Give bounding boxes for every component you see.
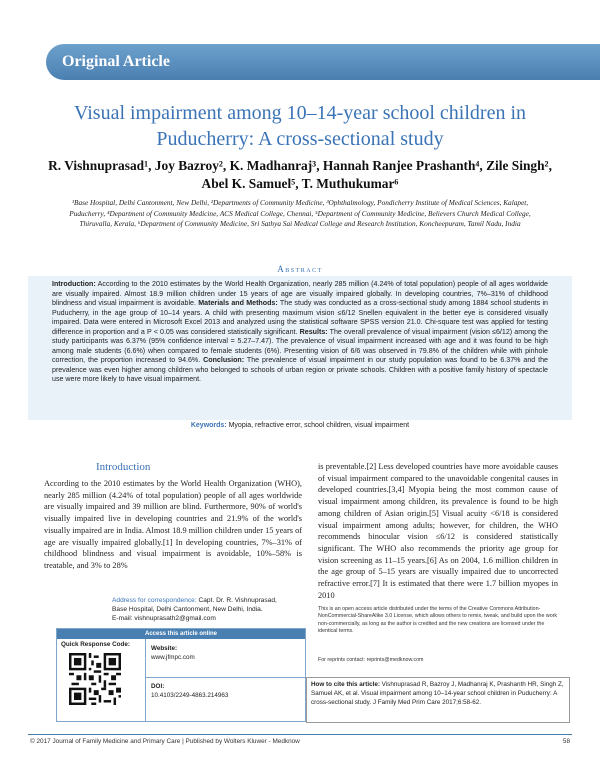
citation-box: [306, 677, 570, 723]
license-text: This is an open access article distributed under the terms of the Creative Commons Attribution-NonCommercial-ShareAlike 3.0 License, which allows others to remix, tweak, and build upon the work non-commercially, as long as the author is credited and the new creations are licensed under the identical terms.: [318, 606, 558, 635]
doi-block: [151, 682, 228, 700]
abstract-intro: According to the 2010 estimates by the World Health Organization, nearly 285 million (4.24% of total population) people of all ages worldwide are visually impaired. Almost 18.9 million children under 15 years of age are visually impaired globally. In developing countries, 7%–31% of childhood blindness and visual impairment is avoidable.: [52, 280, 548, 308]
keywords: [0, 422, 600, 429]
abstract-methods-label: Materials and Methods:: [198, 299, 278, 308]
citation-label: How to cite this article:: [311, 681, 380, 688]
keywords-text: Myopia, refractive error, school children, visual impairment: [226, 422, 410, 429]
abstract-text: [52, 280, 548, 385]
access-divider-horizontal: [145, 677, 305, 678]
introduction-right-column: is preventable.[2] Less developed countries have more avoidable causes of visual impairment compared to the unavoidable congenital causes in developed countries.[3,4] Myopia being the most common cause of visual impairment among children, its prevalence is found to be high among children of Asian origin.[5] Visual acuity <6/18 is considered visual impairment among adults; however, for children, the WHO recommends binocular vision ≤6/12 is considered statistically significant. The WHO also recommends the priority age group for vision screening as 11–15 years.[6] As on 2004, 1.6 million children in the age group of 5–15 years are visually impaired due to uncorrected refractive error.[7] It is estimated that there were 1.7 billion myopes in 2010: [318, 462, 558, 600]
reprints-contact: For reprints contact: reprints@medknow.com: [318, 657, 424, 663]
author-list: R. Vishnuprasad¹, Joy Bazroy², K. Madhanraj³, Hannah Ranjee Prashanth⁴, Zile Singh², Abel K. Samuel⁵, T. Muthukumar⁶: [48, 158, 552, 191]
abstract-results: The overall prevalence of visual impairment (vision ≤6/12) among the study participants was 6.37% (95% confidence interval = 5.27–7.47). The prevalence of visual impairment increased with age and it was found to be high among male students (6.6%) when compared to female students (6%). Presenting vision of 6/6 was observed in 79.8% of the children while with pinhole correction, the proportion increased to 94.6%.: [52, 327, 548, 365]
website-block: [151, 644, 195, 662]
correspondence-email[interactable]: E-mail: vishnuprasath2@gmail.com: [112, 615, 216, 622]
abstract-conclusion: The prevalence of visual impairment in our study population was found to be 6.37% and the prevalence was even higher among children who belonged to schools of urban region or private schools. Children with a positive family history of spectacle use were more likely to have visual impairment.: [52, 356, 548, 384]
website-link[interactable]: www.jfmpc.com: [151, 654, 195, 661]
abstract-results-label: Results:: [299, 327, 328, 336]
access-divider-vertical: [145, 639, 146, 721]
affiliations: ¹Base Hospital, Delhi Cantonment, New Delhi, ²Departments of Community Medicine, ³Ophthalmology, Pondicherry Institute of Medical Sciences, Kalapet, Puducherry, ⁴Department of Community Medicine, ACS Medical College, Chennai, ⁵Department of Community Medicine, Believers Church Medical College, Thiruvalla, Kerala, ⁶Department of Community Medicine, Sri Sathya Sai Medical College and Research Institution, Koncheepuram, Tamil Nadu, India: [69, 198, 531, 228]
abstract-methods: The study was conducted as a cross-sectional study among 1884 school students in Puducherry, in the age group of 10–14 years. A child with presenting maximum vision ≤6/12 Snellen equivalent in the better eye is considered visually impaired. Data were entered in Microsoft Excel 2013 and analyzed using the statistical software SPSS version 21.0. Chi-square test was applied for testing difference in proportion and a P < 0.05 was considered statistically significant.: [52, 299, 548, 336]
introduction-left-column: According to the 2010 estimates by the World Health Organization (WHO), nearly 285 million (4.24% of total population) people of all ages worldwide are visually impaired and 39 million are blind. Furthermore, 90% of world's visually impaired live in developing countries and 21.9% of the world's visually impaired are in India. Almost 18.9 million children under 15 years of age are visually impaired globally.[1] In developing countries, 7%–31% of childhood blindness and visual impairment is avoidable, 10%–58% is treatable, and 3% to 28%: [44, 479, 302, 570]
abstract-intro-label: Introduction:: [52, 280, 96, 288]
footer-text: © 2017 Journal of Family Medicine and Primary Care | Published by Wolters Kluwer - Medknow: [30, 738, 300, 745]
abstract-conclusion-label: Conclusion:: [203, 356, 245, 365]
doi-link[interactable]: 10.4103/2249-4863.214963: [151, 692, 229, 699]
citation-text: [311, 681, 565, 707]
correspondence-name: Capt. Dr. R. Vishnuprasad,: [196, 597, 277, 604]
keywords-label: Keywords:: [190, 422, 227, 429]
access-online-box: [56, 628, 306, 722]
footer-divider: [28, 734, 572, 735]
correspondence-block: [112, 596, 280, 623]
page-number: 58: [562, 738, 570, 745]
website-label: Website:: [151, 645, 178, 652]
access-online-heading: Access this article online: [57, 629, 305, 639]
qr-code-icon[interactable]: [69, 653, 121, 705]
article-type-label: Original Article: [62, 53, 170, 70]
abstract-heading: Abstract: [277, 264, 323, 274]
qr-code-label: Quick Response Code:: [61, 641, 130, 648]
doi-label: DOI:: [151, 683, 165, 690]
article-type-banner: [46, 44, 600, 80]
correspondence-label: Address for correspondence:: [112, 597, 197, 604]
correspondence-address: Base Hospital, Delhi Cantonment, New Delhi, India.: [112, 606, 263, 613]
article-title: Visual impairment among 10–14-year school children in Puducherry: A cross-sectional study: [73, 102, 527, 150]
citation-body: Vishnuprasad R, Bazroy J, Madhanraj K, Prashanth HR, Singh Z, Samuel AK, et al. Visual impairment among 10–14-year school children in Puducherry: A cross-sectional study. J Family Med Prim Care 2017;6:58-62.: [311, 681, 564, 706]
introduction-heading: Introduction: [96, 461, 151, 473]
